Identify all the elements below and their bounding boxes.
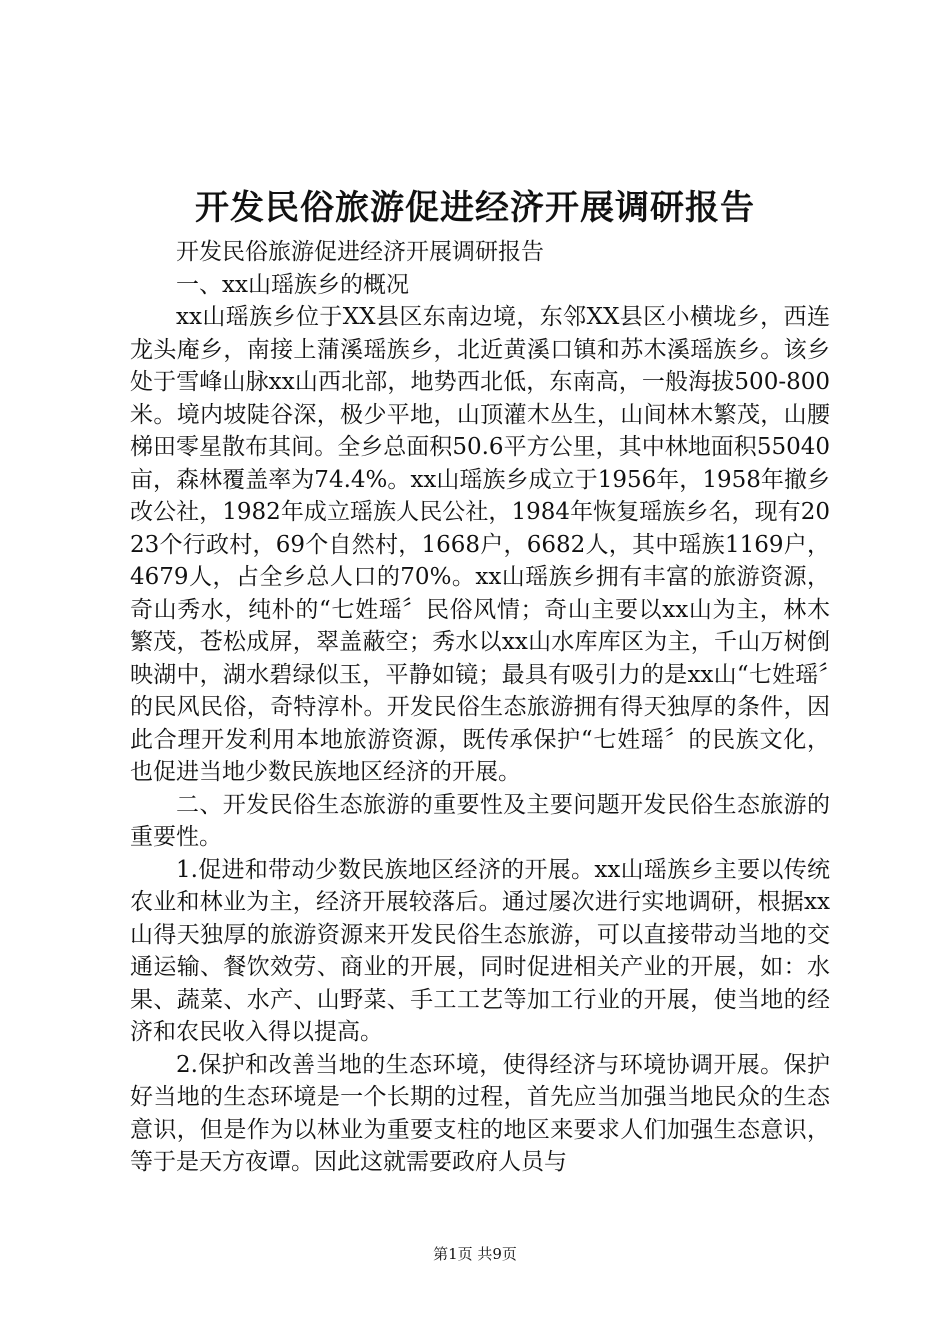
section-heading-importance: 二、开发民俗生态旅游的重要性及主要问题开发民俗生态旅游的重要性。 [130,791,830,850]
paragraph-point-2: 2.保护和改善当地的生态环境，使得经济与环境协调开展。保护好当地的生态环境是一个长期的过程，首先应当加强当地民众的生态意识，但是作为以林业为重要支柱的地区来要求人们加强生态意识，等于是天方夜谭。因此这就需要政府人员与 [130,1051,830,1175]
document-title: 开发民俗旅游促进经济开展调研报告 [195,188,755,228]
section-heading-overview: 一、xx山瑶族乡的概况 [176,271,409,298]
paragraph-overview: xx山瑶族乡位于XX县区东南边境，东邻XX县区小横垅乡，西连龙头庵乡，南接上蒲溪瑶族乡，北近黄溪口镇和苏木溪瑶族乡。该乡处于雪峰山脉xx山西北部，地势西北低，东南高，一般海拔500-800米。境内坡陡谷深，极少平地，山顶灌木丛生，山间林木繁茂，山腰梯田零星散布其间。全乡总面积50.6平方公里，其中林地面积55040亩，森林覆盖率为74.4%。xx山瑶族乡成立于1956年，1958年撤乡改公社，1982年成立瑶族人民公社，1984年恢复瑶族乡名，现有2023个行政村，69个自然村，1668户，6682人，其中瑶族1169户，4679人，占全乡总人口的70%。xx山瑶族乡拥有丰富的旅游资源，奇山秀水，纯朴的“七姓瑶〞民俗风情；奇山主要以xx山为主，林木繁茂，苍松成屏，翠盖蔽空；秀水以xx山水库库区为主，千山万树倒映湖中，湖水碧绿似玉，平静如镜；最具有吸引力的是xx山“七姓瑶〞的民风民俗，奇特淳朴。开发民俗生态旅游拥有得天独厚的条件，因此合理开发利用本地旅游资源，既传承保护“七姓瑶〞的民族文化，也促进当地少数民族地区经济的开展。 [130,304,830,785]
page-number-footer: 第1页 共9页 [433,1245,517,1263]
paragraph-subtitle: 开发民俗旅游促进经济开展调研报告 [176,239,544,265]
paragraph-point-1: 1.促进和带动少数民族地区经济的开展。xx山瑶族乡主要以传统农业和林业为主，经济开展较落后。通过屡次进行实地调研，根据xx山得天独厚的旅游资源来开发民俗生态旅游，可以直接带动当地的交通运输、餐饮效劳、商业的开展，同时促进相关产业的开展，如：水果、蔬菜、水产、山野菜、手工工艺等加工行业的开展，使当地的经济和农民收入得以提高。 [130,856,830,1045]
document-body [130,236,830,1179]
